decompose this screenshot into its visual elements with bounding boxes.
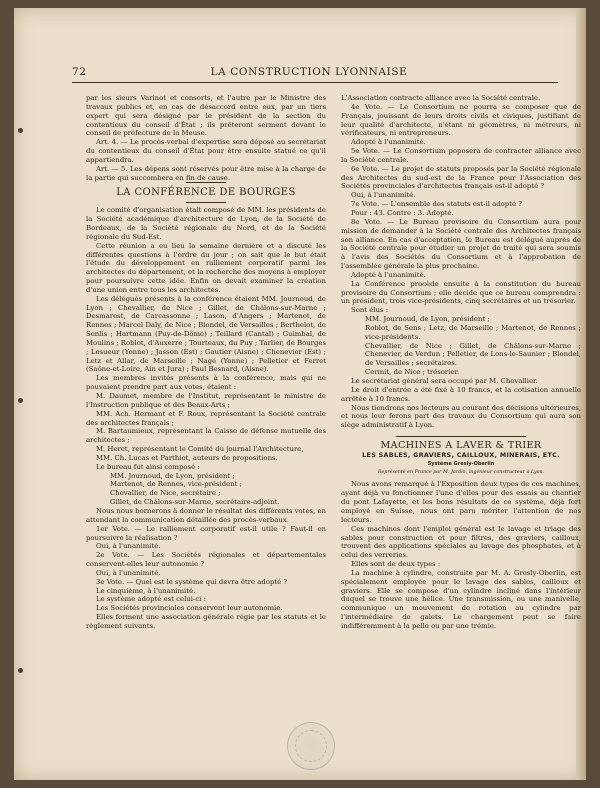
paragraph: Elles forment une association générale régie par les statuts et le règlement suivants. bbox=[86, 613, 326, 630]
paragraph: Cette réunion a eu lieu la semaine dernière et a discuté les différentes questions à l'ordre du jour ; on sait que le but était l'étude du développement en ralliement corporatif parmi les architectes du département, et la recherche des moyens à employer pour poursuivre cette idée. Enfin on devait examiner la création d'une union entre tous les architectes. bbox=[86, 241, 326, 294]
paragraph: M. Daumet, membre de l'Institut, représentant le ministre de l'Instruction publique et des Beaux-Arts ; bbox=[86, 392, 326, 409]
paragraph: Les délégués présents à la conférence étaient MM. Journoud, de Lyon ; Chevallier, de Nice ; Gillet, de Châlons-sur-Marne ; Desmarest, de Carcassonne ; Lason, d'Angers ; Martenot, de Rennes ; Marcel Daly, de Nice ; Blondel, de Versailles ; Berthelot, de Senlis ; Hartmann (Puy-de-Dôme) ; Teillard (Cantal) ; Guimbal, de Moulins ; Roblot, d'Auxerre ; Tourteaux, du Puy ; Tarlier, de Bourges ; Lesueur (Yonne) ; Jasson (Est) ; Gautier (Aisne) ; Chenevier (Est) ; Letz et Allar, de Marseille ; Nagé (Yonne) ; Pelletier et Ferret (Saône-et-Loire, Ain et Jura) ; Paul Besnard, (Aisne). bbox=[86, 294, 326, 374]
machines-title: MACHINES A LAVER & TRIER bbox=[380, 440, 542, 452]
machines-system: Système Gresly-Oberlin bbox=[427, 460, 495, 467]
paragraph: Sont élus : bbox=[351, 306, 389, 315]
paragraph: MM. Ch. Lucas et Parthiot, auteurs de propositions. bbox=[96, 453, 278, 462]
paragraph: Les membres invités présents à la conférence, mais qui ne pouvaient prendre part aux votes, étaient : bbox=[86, 374, 326, 392]
paragraph: Cermit, de Nice ; trésorier. bbox=[365, 368, 460, 377]
paragraph: Pour : 43. Contre : 3. Adopté. bbox=[351, 208, 454, 217]
section-divider bbox=[396, 436, 526, 437]
paragraph: Adopté à l'unanimité. bbox=[351, 270, 426, 279]
paragraph: 7e Vote. — L'ensemble des statuts est-il adopté ? bbox=[351, 200, 522, 209]
paragraph: Art. 4. — Le procès-verbal d'expertise sera déposé au secrétariat du contentieux du conseil d'État pour être ensuite statué ce qu'il appartiendra. bbox=[86, 138, 326, 164]
paragraph: Le comité d'organisation était composé de MM. les présidents de la Société académique d'architecture de Lyon, de la Société de Bordeaux, de la Société régionale du Nord, et de la Société régionale du Sud-Est. bbox=[86, 206, 326, 241]
paragraph: 1er Vote. — Le ralliement corporatif est-il utile ? Faut-il en poursuivre la réalisation ? bbox=[86, 524, 326, 542]
paragraph: Oui, à l'unanimité. bbox=[351, 191, 416, 200]
paragraph: Elles sont de deux types : bbox=[351, 560, 441, 569]
binding-hole bbox=[18, 398, 23, 403]
paragraph: Gillet, de Châlons-sur-Marne, secrétaire-adjoint. bbox=[110, 498, 280, 507]
paragraph: 5e Vote. — Le Consortium poposera de contracter alliance avec la Société centrale. bbox=[341, 147, 581, 164]
paragraph: MM. Journoud, de Lyon, président ; bbox=[365, 315, 490, 324]
library-stamp bbox=[287, 722, 335, 770]
paragraph: Le bureau fut ainsi composé : bbox=[96, 462, 200, 471]
running-title: LA CONSTRUCTION LYONNAISE bbox=[210, 66, 408, 78]
paragraph: par les sieurs Varinot et consorts, et l'autre par le Ministre des travaux publics et, en cas de désaccord entre eux, par un tiers expert qui sera désigné par le président de la section du contentieux du conseil d'État ; ils prêteront serment devant le conseil de préfecture de la Meuse. bbox=[86, 94, 326, 138]
paragraph: Martenot, de Rennes, vice-président ; bbox=[110, 480, 242, 489]
paragraph: Ces machines dont l'emploi général est le lavage et triage des sables pour construction et pour filtres, des graviers, cailloux, trouvent des applications spéciales au lavage des phosphates, et à celui des verreries. bbox=[341, 524, 581, 560]
paragraph: MM. Journoud, de Lyon, président ; bbox=[110, 471, 235, 480]
paragraph: Adopté à l'unanimité. bbox=[351, 138, 426, 147]
section-rule bbox=[186, 182, 226, 183]
paragraph: 4e Vote. — Le Consortium ne pourra se composer que de Français, jouissant de leurs droits civils et civiques, justifiant de leur qualité d'architecte, n'étant ni géomètres, ni métreurs, ni vérificateurs, ni entrepreneurs. bbox=[341, 102, 581, 138]
page-number: 72 bbox=[72, 66, 87, 78]
paragraph: Nous tiendrons nos lecteurs au courant des décisions ultérieures, et nous leur ferons part des travaux du Consortium qui aura son siège administratif à Lyon. bbox=[341, 403, 582, 430]
paragraph: Roblot, de Sens ; Letz, de Marseille ; Martenot, de Rennes ; vice-présidents. bbox=[365, 323, 581, 341]
paragraph: Oui, à l'unanimité. bbox=[96, 568, 161, 577]
paragraph: Oui, à l'unanimité. bbox=[96, 542, 161, 551]
paragraph: Le système adopté est celui-ci : bbox=[96, 595, 206, 604]
paragraph: L'Association contracte alliance avec la Société centrale. bbox=[341, 94, 541, 102]
left-column bbox=[86, 94, 326, 631]
paragraph: La Conférence procède ensuite à la constitution du bureau provisoire du Consortium ; elle décide que ce bureau comprendra : un président, trois vice-présidents, cinq secrétaires et un trésorier. bbox=[341, 279, 581, 306]
paragraph: Art. — 5. Les dépens sont réservés pour être mise à la charge de la partie qui succombera en fin de cause. bbox=[86, 164, 326, 182]
section-title: LA CONFÉRENCE DE BOURGES bbox=[116, 187, 296, 199]
machines-subtitle: LES SABLES, GRAVIERS, CAILLOUX, MINERAIS, ETC. bbox=[362, 450, 560, 459]
paragraph: Le cinquième, à l'unanimité. bbox=[96, 586, 196, 595]
right-column bbox=[341, 94, 581, 631]
paragraph: M. Bartaumieux, représentant la Caisse de défense mutuelle des architectes ; bbox=[86, 427, 326, 445]
paragraph: Chevallier, de Nice ; Gillet, de Châlons-sur-Marne ; Chenevier, de Verdun ; Pelletier, de Lons-le-Saunier ; Blondel, de Versailles ; secrétaires. bbox=[365, 341, 581, 368]
paragraph: Nous avons remarqué à l'Exposition deux types de ces machines, ayant déjà vu fonctionner l'une d'elles pour des essais au chantier du pont Lafayette, et les bons résultats de ce système, déjà fort employé en Suisse, nous ont paru mériter l'attention de nos lecteurs. bbox=[341, 480, 581, 524]
paragraph: Nous nous bornerons à donner le résultat des différents votes, en attendant la communication détaillée des procès-verbaux. bbox=[86, 506, 326, 524]
document-page bbox=[14, 8, 586, 780]
machines-represented: Représenté en France par M. Jardin, ingénieur constructeur à Lyon. bbox=[377, 469, 545, 475]
paragraph: Chevallier, de Nice, secrétaire ; bbox=[110, 489, 221, 498]
paragraph: M. Heret, représentant le Comité du journal l'Architecture, bbox=[96, 445, 304, 454]
binding-hole bbox=[18, 668, 23, 673]
paragraph: La machine à cylindre, construite par M. A. Gresly-Oberlin, est spécialement employée pour le lavage des sables, cailloux et graviers. Elle se compose d'un cylindre incliné dans l'intérieur duquel se trouve une hélice. Une transmission, ou une manivelle, communique un mouvement de rotation au cylindre par l'intermédiaire de galets. Le chargement peut se faire indifféremment à la pelle ou par une trémie. bbox=[341, 568, 581, 630]
header-rule bbox=[72, 82, 558, 83]
paragraph: 8e Vote. — Le Bureau provisoire du Consortium aura pour mission de demander à la Société centrale des Architectes français son alliance. En cas d'acceptation, le Bureau est délégué auprès de la Société centrale pour étudier un projet de traité qui sera soumis à l'avis des Sociétés du Consortium et à l'approbation de l'assemblée générale la plus prochaine. bbox=[341, 217, 581, 271]
paragraph: 3e Vote. — Quel est le système qui devra être adopté ? bbox=[96, 577, 288, 586]
right-column-text bbox=[341, 94, 581, 430]
paragraph: 2e Vote. — Les Sociétés régionales et départementales conservent-elles leur autonomie ? bbox=[86, 551, 326, 569]
paragraph: Les Sociétés provinciales conservent leur autonomie. bbox=[96, 604, 283, 613]
page-header bbox=[54, 66, 564, 80]
binding-hole bbox=[18, 128, 23, 133]
paragraph: MM. Ach. Hermant et F. Roux, représentant la Société centrale des architectes français ; bbox=[86, 409, 326, 427]
machines-text bbox=[341, 480, 581, 630]
paragraph: 6e Vote. — Le projet de statuts proposés par la Société régionale des Architectes du sud-est de la France pour l'Association des Sociétés provinciales d'architectes français est-il adopté ? bbox=[341, 164, 581, 191]
section-rule bbox=[186, 202, 226, 203]
paragraph: Le secrétariat général sera occupé par M. Chevallier. bbox=[351, 377, 538, 385]
paragraph: Le droit d'entrée a été fixé à 10 francs, et la cotisation annuelle arrêtée à 10 francs. bbox=[341, 385, 581, 403]
